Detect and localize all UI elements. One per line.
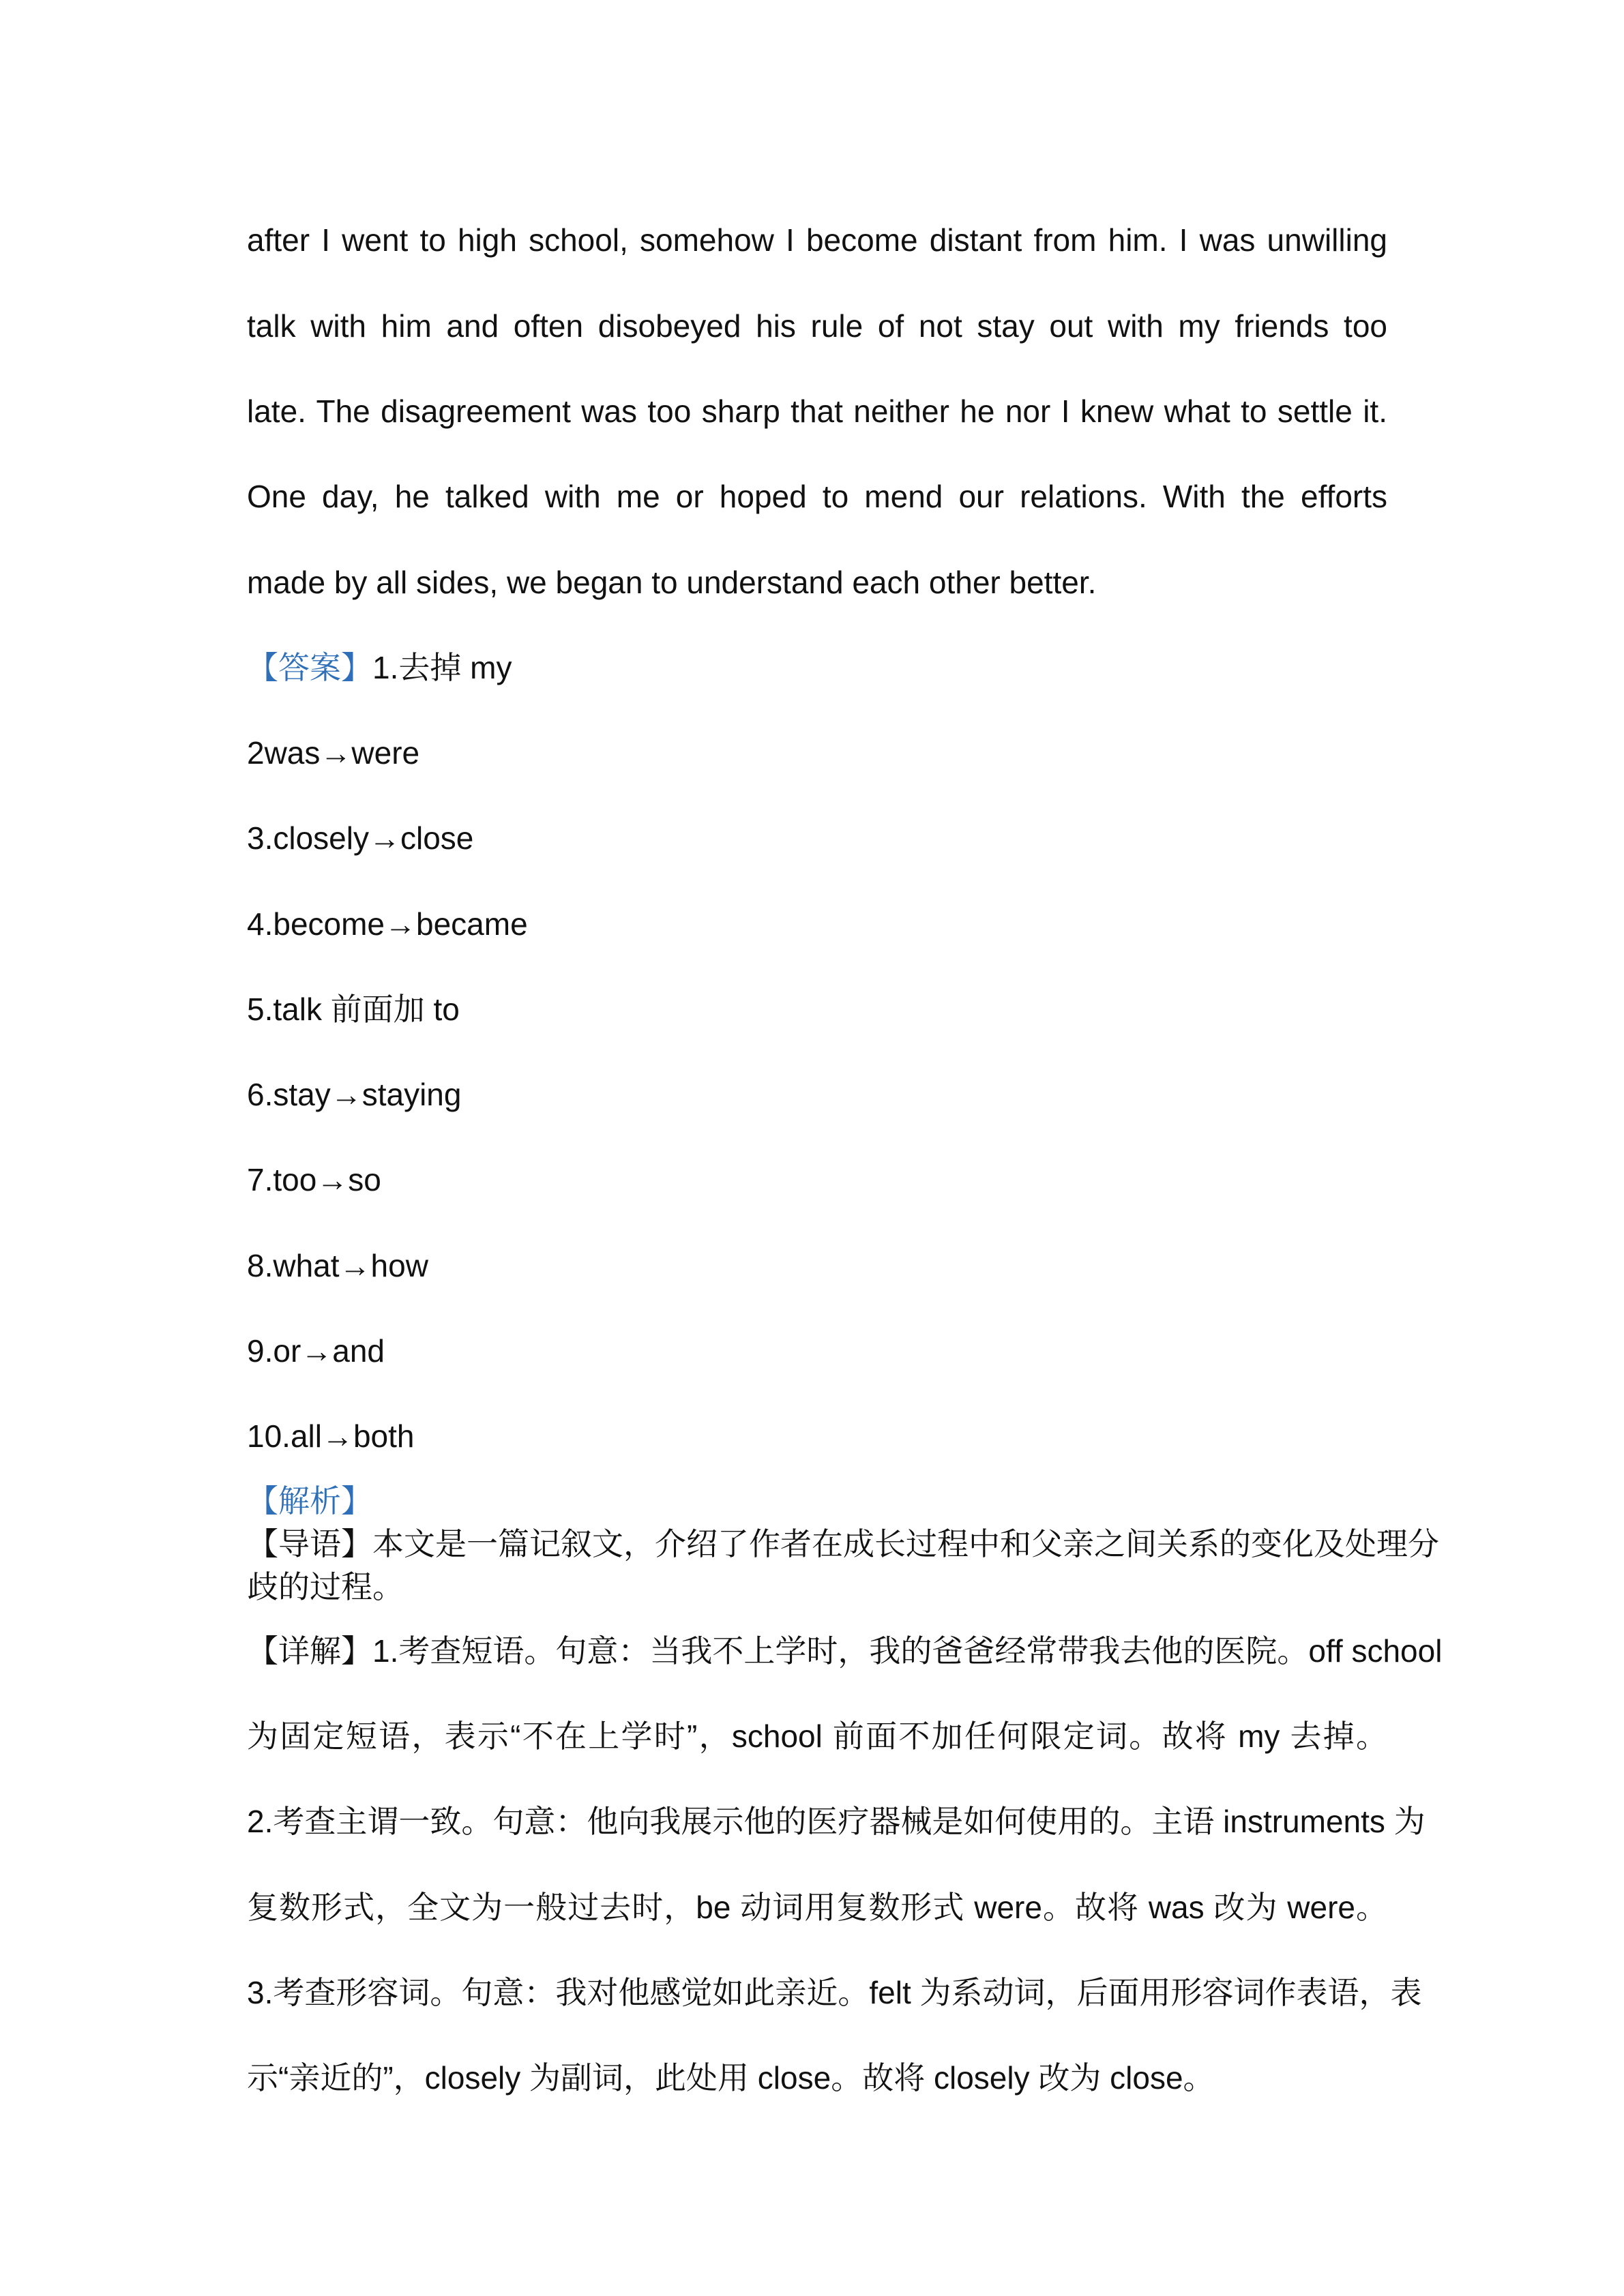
detail-line-3: 2.考查主谓一致。句意：他向我展示他的医疗器械是如何使用的。主语 instruments 为 (247, 1804, 1426, 1839)
answer-item-4: 4.become→became (247, 906, 528, 942)
analysis-tag: 【解析】 (247, 1483, 372, 1519)
answer-item-2: 2was→were (247, 735, 420, 771)
detail-line-5: 3.考查形容词。句意：我对他感觉如此亲近。felt 为系动词，后面用形容词作表语，表 (247, 1975, 1422, 2010)
intro-text-1: 本文是一篇记叙文，介绍了作者在成长过程中和父亲之间关系的变化及处理分 (372, 1526, 1439, 1562)
detail-line-6: 示“亲近的”，closely 为副词，此处用 close。故将 closely 改为 close。 (247, 2060, 1215, 2096)
intro-line-2: 歧的过程。 (247, 1569, 404, 1605)
passage-line-5: made by all sides, we began to understand each other better. (247, 565, 1097, 600)
answer-first-line (247, 647, 512, 688)
answer-item-3: 3.closely→close (247, 820, 474, 856)
passage-line-3: late. The disagreement was too sharp that neither he nor I knew what to settle it. (247, 393, 1387, 429)
answer-item-6: 6.stay→staying (247, 1077, 462, 1112)
detail-tag: 【详解】 (247, 1633, 372, 1669)
detail-line-4: 复数形式，全文为一般过去时，be 动词用复数形式 were。故将 was 改为 were。 (247, 1890, 1387, 1925)
answer-tag: 【答案】 (247, 650, 372, 685)
answer-item-10: 10.all→both (247, 1418, 415, 1454)
answer-item-5: 5.talk 前面加 to (247, 992, 460, 1027)
detail-text-1: 1.考查短语。句意：当我不上学时，我的爸爸经常带我去他的医院。off school (372, 1633, 1443, 1669)
intro-line-1 (247, 1523, 1439, 1564)
passage-line-2: talk with him and often disobeyed his rule of not stay out with my friends too (247, 308, 1387, 344)
answer-item-7: 7.too→so (247, 1162, 381, 1197)
passage-line-4: One day, he talked with me or hoped to mend our relations. With the efforts (247, 479, 1387, 514)
detail-line-2: 为固定短语，表示“不在上学时”，school 前面不加任何限定词。故将 my 去掉。 (247, 1718, 1387, 1754)
intro-tag: 【导语】 (247, 1526, 372, 1562)
detail-line-1 (247, 1630, 1443, 1671)
answer-item-1: 1.去掉 my (372, 650, 512, 685)
passage-line-1: after I went to high school, somehow I become distant from him. I was unwilling (247, 222, 1387, 258)
answer-item-8: 8.what→how (247, 1248, 428, 1283)
answer-item-9: 9.or→and (247, 1333, 385, 1369)
